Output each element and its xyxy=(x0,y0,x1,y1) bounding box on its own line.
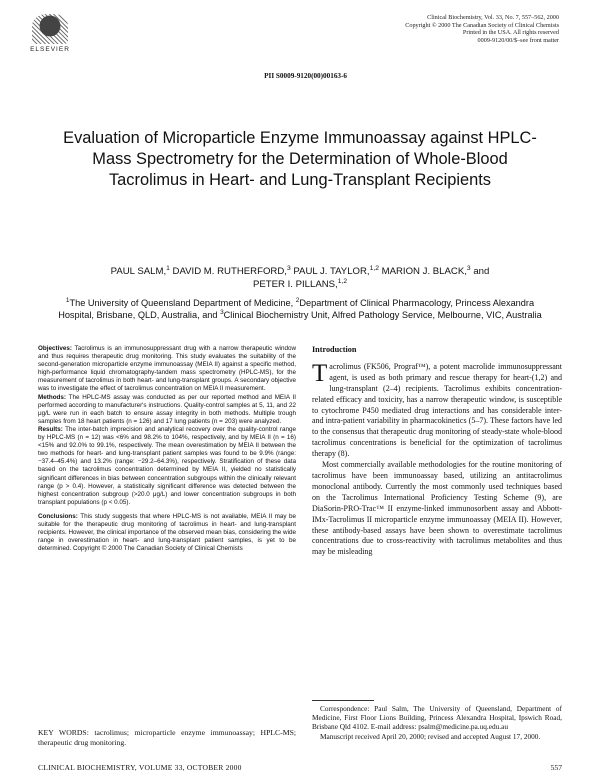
conclusions-text: This study suggests that where HPLC-MS is not available, MEIA II may be suitable for the therapeutic drug monitoring of tacrolimus in heart- and lung-transplant recipients. However, the clinical importance of the observed mean bias, considering the wide range in overestimation in heart- and lung-transplant patient samples, is yet to be determined. Copyright © 2000 The Canadian Society of Clinical Chemists xyxy=(38,512,296,553)
article-title: Evaluation of Microparticle Enzyme Immunoassay against HPLC-Mass Spectrometry for the Determination of Whole-Blood Tacrolimus in Heart- and Lung-Transplant Recipients xyxy=(63,129,537,189)
author-pillans-affil: 1,2 xyxy=(337,277,348,285)
results-label: Results: xyxy=(38,425,63,433)
affiliations xyxy=(55,297,545,322)
pii-identifier: PII S0009-9120(00)00163-6 xyxy=(264,72,347,80)
author-black: MARION J. BLACK, xyxy=(378,266,467,277)
drop-cap: T xyxy=(312,359,328,387)
conclusions-label: Conclusions: xyxy=(38,512,78,520)
author-rutherford-affil: 3 xyxy=(286,264,291,272)
author-salm-affil: 1 xyxy=(166,264,170,272)
footer-journal: CLINICAL BIOCHEMISTRY, VOLUME 33, OCTOBER 2000 xyxy=(38,763,242,772)
author-line-2 xyxy=(60,278,540,291)
affil-text-1: The University of Queensland Department of Medicine, xyxy=(69,298,296,308)
author-pillans: PETER I. PILLANS, xyxy=(252,279,338,290)
abstract-conclusions xyxy=(38,513,296,553)
author-taylor: PAUL J. TAYLOR, xyxy=(290,266,370,277)
journal-header xyxy=(405,14,559,44)
introduction-section xyxy=(312,345,562,558)
elsevier-tree-icon xyxy=(32,14,68,44)
abstract-objectives xyxy=(38,345,296,394)
author-list xyxy=(60,265,540,291)
author-and: and xyxy=(470,266,490,277)
journal-issn: 0009-9120/00/$–see front matter xyxy=(477,36,559,44)
objectives-label: Objectives: xyxy=(38,345,72,352)
author-black-affil: 3 xyxy=(466,264,471,272)
author-taylor-affil: 1,2 xyxy=(369,264,379,272)
correspondence-note xyxy=(312,704,562,741)
abstract-results xyxy=(38,426,296,507)
author-rutherford: DAVID M. RUTHERFORD, xyxy=(169,266,287,277)
methods-label: Methods: xyxy=(38,393,66,401)
journal-printed: Printed in the USA. All rights reserved xyxy=(462,29,559,37)
introduction-paragraph-1-text: acrolimus (FK506, Prograf™), a potent macrolide immunosuppressant agent, is used as both primary and rescue therapy for heart-(1,2) and lung-transplant (2–4) recipients. Tacrolimus exhibits concentration-related efficacy and toxicity, has a narrow therapeutic window, is susceptible to cytochrome P450 mediated drug interactions and has considerable inter- and intra-patient variability in pharmacokinetics (5–7). These factors have led to the consensus that therapeutic drug monitoring of steady-state whole-blood tacrolimus concentrations is beneficial for the optimization of tacrolimus therapy (8). xyxy=(312,361,562,459)
journal-copyright: Copyright © 2000 The Canadian Society of Clinical Chemists xyxy=(405,21,559,29)
abstract-methods xyxy=(38,394,296,426)
objectives-text: Tacrolimus is an immunosuppressant drug with a narrow therapeutic window and thus requires therapeutic drug monitoring. This study evaluates the suitability of the second-generation microparticle enzyme immunoassay (MEIA II) against a specific method, high-performance liquid chromatography-tandem mass spectrometry (HPLC-MS), for the measurement of tacrolimus in both heart- and lung-transplant groups. A secondary objective was to investigate the effect of tacrolimus concentration on MEIA II measurement. xyxy=(38,345,296,393)
correspondence-address: Correspondence: Paul Salm, The University of Queensland, Department of Medicine, First Floor Lions Building, Princess Alexandra Hospital, Ipswich Road, Brisbane Qld 4102. E-mail address: psalm@medicine.pa.uq.edu.au xyxy=(312,704,562,732)
journal-citation: Clinical Biochemistry, Vol. 33, No. 7, 557–562, 2000 xyxy=(427,14,559,21)
introduction-paragraph-1 xyxy=(312,359,562,460)
introduction-paragraph-2: Most commercially available methodologies for the routine monitoring of tacrolimus have been immunoassay based, utilizing an antitacrolimus monoclonal antibody. Currently the most commonly used techniques based on the Tacrolimus International Proficiency Testing Scheme (9), are DiaSorin-PRO-Trac™ II enzyme-linked immunosorbent assay and Abbott-IMx-Tacrolimus II microparticle enzyme immunoassay (MEIA II). However, these antibody-based assays have been shown to overestimate tacrolimus concentrations due to cross-reactivity with tacrolimus metabolites and thus may be misleading xyxy=(312,460,562,557)
page-footer xyxy=(38,763,562,773)
affil-marker-2: 2 xyxy=(295,296,300,304)
page-number: 557 xyxy=(550,763,562,772)
footnote-divider xyxy=(312,700,374,701)
abstract xyxy=(38,345,296,553)
author-line-1 xyxy=(60,265,540,278)
methods-text: The HPLC-MS assay was conducted as per our reported method and MEIA II performed according to manufacturer's instructions. Quality-control samples at 5, 11, and 22 μg/L were run in each batch to ensure assay integrity in both methods. Multiple trough samples from 18 heart patients (n = 126) and 17 lung patients (n = 203) were analyzed. xyxy=(38,393,296,425)
publisher-logo xyxy=(30,14,70,58)
manuscript-dates: Manuscript received April 20, 2000; revised and accepted August 17, 2000. xyxy=(320,731,541,741)
affil-marker-3: 3 xyxy=(220,309,224,317)
author-salm: PAUL SALM, xyxy=(110,266,167,277)
affil-marker-1: 1 xyxy=(65,296,70,304)
keywords: KEY WORDS: tacrolimus; microparticle enzyme immunoassay; HPLC-MS; therapeutic drug monitoring. xyxy=(38,728,296,747)
introduction-heading: Introduction xyxy=(312,345,357,354)
results-text: The inter-batch imprecision and analytical recovery over the quality-control range by HPLC-MS (n = 12) was <6% and 98.2% to 104%, respectively, and by MEIA II (n = 16) <15% and 92.0% to 99.1%, respectively. The mean overestimation by MEIA II between the two methods for heart- and lung-transplant patient samples was found to be 9.9% (range: −37.4–45.4%) and 13.2% (range: −29.2–64.3%), respectively. Stratification of these data based on the tacrolimus concentration determined by MEIA II, yielded no statistically significant differences in bias between concentration subgroups within the clinically relevant range (p > 0.4). However, a statistically significant difference was detected between the highest concentration subgroup (>20.0 μg/L) and lower concentration subgroups in both transplant populations (p < 0.05). xyxy=(38,425,296,506)
affil-text-3: Clinical Biochemistry Unit, Alfred Pathology Service, Melbourne, VIC, Australia xyxy=(223,310,542,321)
publisher-logo-text: ELSEVIER xyxy=(30,46,70,53)
affil-text-2: Department of Clinical Pharmacology, Princess Alexandra Hospital, Brisbane, QLD, Australia, and xyxy=(58,298,535,321)
